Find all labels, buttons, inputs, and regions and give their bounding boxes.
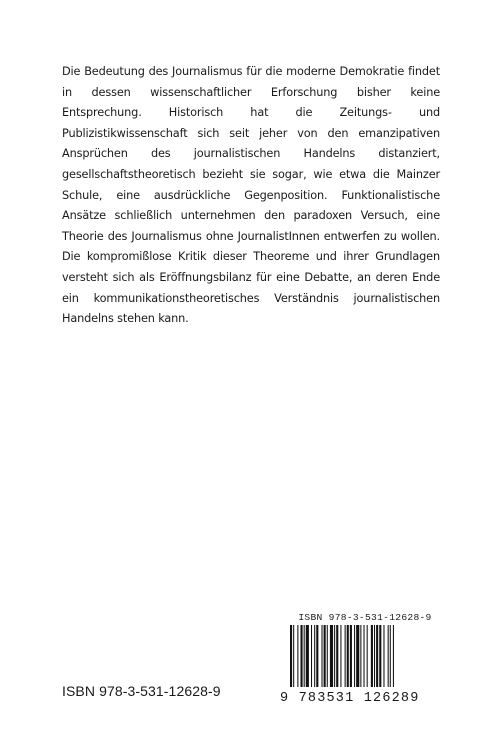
barcode-bar: [324, 625, 326, 687]
barcode-bar: [376, 625, 378, 687]
barcode-bar: [293, 625, 294, 687]
barcode-bar: [316, 625, 318, 687]
barcode-bar: [347, 625, 349, 687]
barcode-bar: [379, 625, 381, 687]
isbn-label: ISBN 978-3-531-12628-9: [62, 683, 221, 699]
barcode-bar: [371, 625, 373, 687]
barcode-bar: [311, 625, 312, 687]
barcode-isbn-header: ISBN 978-3-531-12628-9: [298, 612, 432, 623]
barcode-bars: [284, 625, 446, 687]
barcode-bar: [304, 625, 305, 687]
barcode-bar: [322, 625, 323, 687]
barcode-bar: [364, 625, 365, 687]
barcode-bar: [297, 625, 298, 687]
barcode-bar: [354, 625, 355, 687]
barcode-bar: [330, 625, 333, 687]
barcode-bar: [388, 625, 389, 687]
barcode-bar: [301, 625, 303, 687]
barcode-bar: [336, 625, 338, 687]
barcode-bar: [367, 625, 368, 687]
barcode-bar: [393, 625, 394, 687]
barcode-bar: [390, 625, 391, 687]
barcode-bar: [345, 625, 346, 687]
barcode-bar: [340, 625, 341, 687]
barcode-block: [280, 612, 446, 706]
barcode-bar: [383, 625, 384, 687]
barcode-bar: [306, 625, 309, 687]
barcode-bar: [334, 625, 335, 687]
barcode-bar: [314, 625, 315, 687]
back-cover-blurb: Die Bedeutung des Journalismus für die moderne Demokratie findet in dessen wissenschaftlicher Erforschung bisher keine Entsprechung. Historisch hat die Zeitungs- und Publizistikwissenschaft sich seit jeher von den emanzipativen Ansprüchen des journalistischen Handelns distanziert, gesellschaftstheoretisch bezieht sie sogar, wie etwa die Mainzer Schule, eine ausdrückliche Gegenposition. Funktionalistische Ansätze schließlich unternehmen den paradoxen Versuch, eine Theorie des Journalismus ohne JournalistInnen entwerfen zu wollen. Die kompromißlose Kritik dieser Theoreme und ihrer Grundlagen versteht sich als Eröffnungsbilanz für eine Debatte, an deren Ende ein kommunikationstheoretisches Verständnis journalistischen Handelns stehen kann.: [62, 65, 440, 326]
barcode-bar: [356, 625, 359, 687]
barcode-bar: [327, 625, 328, 687]
barcode-bar: [360, 625, 361, 687]
barcode-bar: [350, 625, 352, 687]
barcode-bar: [290, 625, 292, 687]
barcode-digits: 9 783531 126289: [280, 691, 420, 706]
barcode-bar: [374, 625, 375, 687]
